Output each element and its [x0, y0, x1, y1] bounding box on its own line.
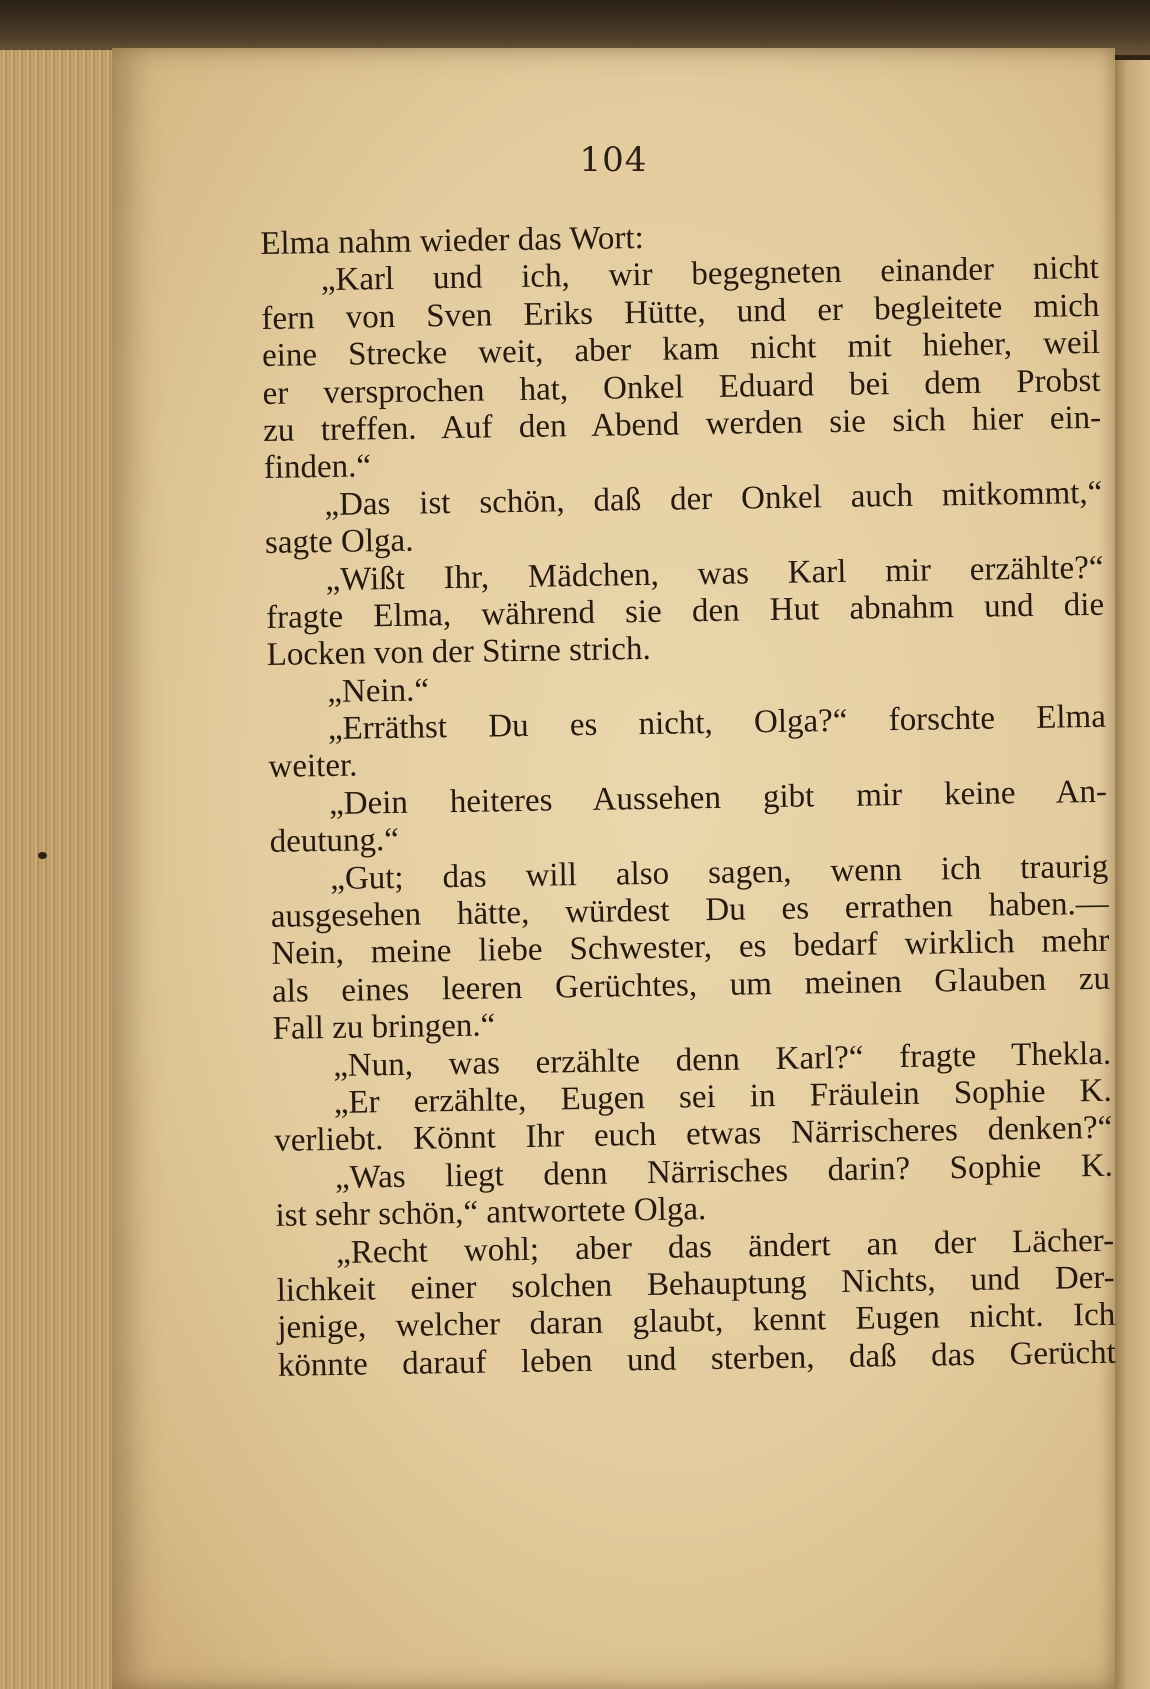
text-line: jenige, welcher daran glaubt, kennt Eugen nicht. Ich: [277, 1297, 1116, 1347]
text-line: „Gut; das will also sagen, wenn ich traurig: [329, 848, 1109, 897]
book-top-edge: [0, 0, 1150, 55]
text-line: „Erräthst Du es nicht, Olga?“ forschte Elma: [327, 698, 1107, 748]
text-line: „Wißt Ihr, Mädchen, was Karl mir erzählte?“: [325, 549, 1104, 598]
text-line: lichkeit einer solchen Behauptung Nichts, und Der-: [276, 1259, 1115, 1309]
text-line: Fall zu bringen.“: [272, 1007, 496, 1048]
text-line: „Nein.“: [327, 672, 430, 710]
text-line: verliebt. Könnt Ihr euch etwas Närrischeres denken?“: [274, 1110, 1113, 1160]
text-line: „Recht wohl; aber das ändert an der Lächer-: [335, 1222, 1115, 1271]
text-line: Locken von der Stirne strich.: [266, 631, 651, 674]
text-line: ausgesehen hätte, würdest Du es errathen haben.—: [270, 885, 1110, 935]
text-line: „Dein heiteres Aussehen gibt mir keine An-: [328, 773, 1108, 822]
text-line: fern von Sven Eriks Hütte, und er begleitete mich: [261, 287, 1100, 337]
text-line: Nein, meine liebe Schwester, es bedarf wirklich mehr: [271, 923, 1110, 973]
text-line: finden.“: [263, 448, 372, 487]
text-line: könnte darauf leben und sterben, daß das Gerücht: [277, 1334, 1117, 1384]
text-line: zu treffen. Auf den Abend werden sie sich hier ein-: [262, 399, 1102, 449]
page-stack-edge: [0, 50, 117, 1689]
text-line: „Er erzählte, Eugen sei in Fräulein Sophie K.: [333, 1072, 1112, 1121]
text-line: weiter.: [268, 748, 358, 786]
text-line: eine Strecke weit, aber kam nicht mit hieher, weil: [261, 324, 1101, 375]
adjacent-page-edge: [1112, 60, 1150, 1689]
text-line: „Was liegt denn Närrisches darin? Sophie K.: [334, 1147, 1114, 1196]
text-line: Elma nahm wieder das Wort:: [260, 219, 644, 262]
text-line: sagte Olga.: [264, 522, 414, 562]
text-line: fragte Elma, während sie den Hut abnahm und die: [265, 586, 1105, 636]
ink-spot: [38, 852, 47, 859]
text-line: als eines leeren Gerüchtes, um meinen Glauben zu: [271, 960, 1111, 1010]
text-line: deutung.“: [269, 822, 400, 861]
text-line: „Karl und ich, wir begegneten einander nicht: [320, 250, 1100, 299]
text-line: ist sehr schön,“ antwortete Olga.: [275, 1191, 707, 1235]
text-line: „Das ist schön, daß der Onkel auch mitkommt,“: [324, 474, 1103, 523]
body-text: [260, 213, 1116, 1385]
text-line: er versprochen hat, Onkel Eduard bei dem Probst: [262, 362, 1101, 412]
book-page: [112, 48, 1115, 1689]
page-number: 104: [579, 140, 648, 180]
text-line: „Nun, was erzählte denn Karl?“ fragte Thekla.: [332, 1035, 1112, 1084]
